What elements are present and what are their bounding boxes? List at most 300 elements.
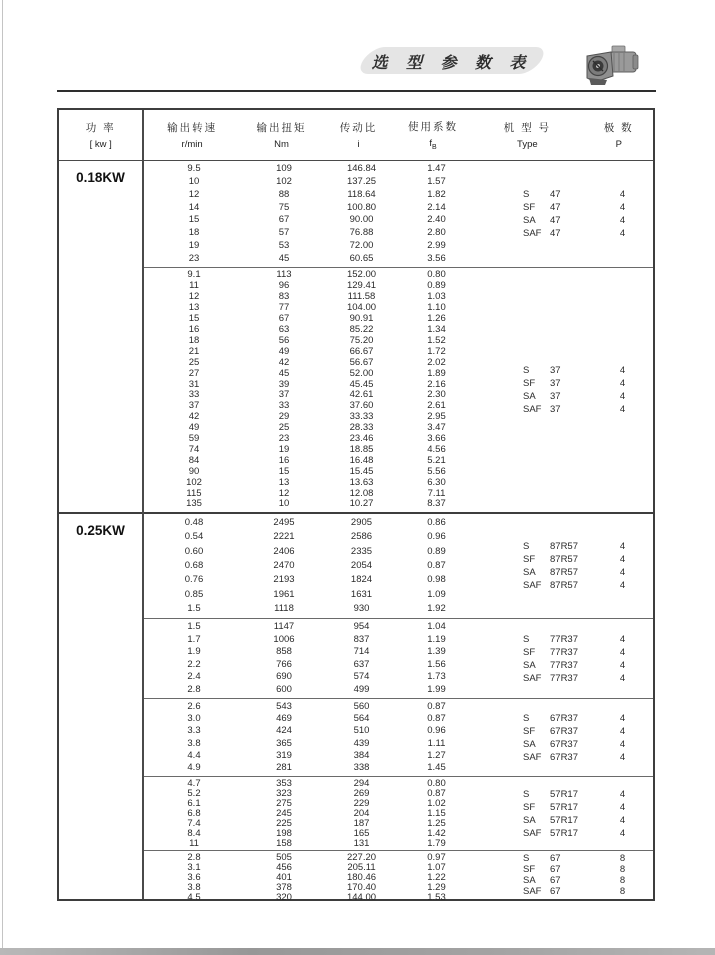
cell-speed: 3.8 <box>187 737 201 749</box>
cell-speed: 6.1 <box>187 798 201 809</box>
cell-torque: 10 <box>278 498 290 510</box>
table-body <box>59 161 653 903</box>
cell-ratio: 2905 <box>350 517 373 529</box>
cell-service-factor: 1.10 <box>427 302 446 314</box>
cell-service-factor: 1.29 <box>427 882 446 893</box>
cell-service-factor: 5.21 <box>427 454 446 466</box>
cell-service-factor: 6.30 <box>427 476 446 488</box>
type-row <box>474 738 657 751</box>
cell-ratio: 72.00 <box>349 239 374 251</box>
cell-ratio: 76.88 <box>349 227 374 239</box>
cell-ratio: 15.45 <box>349 465 374 477</box>
selection-parameter-table <box>57 108 655 901</box>
table-row <box>144 303 653 313</box>
poles-value: 4 <box>619 365 626 376</box>
torque-label-cn: 输出扭矩 <box>256 122 307 134</box>
poles-value: 4 <box>619 827 626 839</box>
cell-ratio: 85.22 <box>349 323 374 335</box>
cell-speed: 115 <box>186 487 202 499</box>
power-rating-label: 0.18KW <box>76 170 125 185</box>
power-label-cn: 功 率 <box>85 122 116 134</box>
table-row <box>144 177 653 187</box>
cell-ratio: 18.85 <box>349 443 374 455</box>
type-row <box>474 886 657 897</box>
poles-unit: P <box>615 139 622 150</box>
type-row <box>474 788 657 801</box>
cell-service-factor: 0.89 <box>427 545 446 557</box>
cell-ratio: 111.58 <box>347 291 376 303</box>
type-row <box>474 553 657 566</box>
model-size: 77R37 <box>550 672 578 684</box>
cell-service-factor: 0.97 <box>427 852 446 863</box>
cell-ratio: 129.41 <box>346 280 377 292</box>
cell-speed: 10 <box>188 176 200 188</box>
cell-speed: 19 <box>188 239 200 251</box>
cell-speed: 12 <box>188 188 200 200</box>
cell-ratio: 170.40 <box>346 882 377 893</box>
cell-torque: 45 <box>278 367 290 379</box>
cell-service-factor: 1.02 <box>427 798 446 809</box>
type-row <box>474 364 657 377</box>
table-row <box>144 518 653 528</box>
cell-ratio: 45.45 <box>349 378 374 390</box>
cell-torque: 323 <box>276 788 292 799</box>
cell-speed: 23 <box>188 252 200 264</box>
cell-speed: 3.6 <box>187 872 201 883</box>
ratio-group <box>144 267 653 512</box>
model-prefix: S <box>523 712 530 724</box>
cell-ratio: 12.08 <box>349 487 374 499</box>
cell-torque: 67 <box>278 214 290 226</box>
cell-speed: 59 <box>188 433 200 445</box>
table-row <box>144 622 653 632</box>
cell-speed: 0.48 <box>184 517 204 529</box>
cell-torque: 102 <box>276 176 292 188</box>
cell-torque: 281 <box>276 761 292 773</box>
cell-speed: 37 <box>188 400 200 412</box>
model-size: 57R17 <box>550 827 578 839</box>
model-size: 67R37 <box>550 738 578 750</box>
cell-speed: 2.2 <box>187 658 201 670</box>
poles-value: 4 <box>619 189 626 200</box>
cell-service-factor: 2.95 <box>427 411 446 423</box>
poles-value: 4 <box>619 404 626 415</box>
cell-service-factor: 1.09 <box>427 588 446 600</box>
column-header-ratio <box>321 120 396 150</box>
cell-ratio: 60.65 <box>349 252 374 264</box>
type-row <box>474 875 657 886</box>
power-unit: [ kw ] <box>89 139 112 150</box>
cell-ratio: 90.00 <box>349 214 374 226</box>
cell-torque: 401 <box>276 872 292 883</box>
model-size: 37 <box>550 378 561 389</box>
cell-ratio: 229 <box>353 798 370 809</box>
cell-ratio: 10.27 <box>349 498 374 510</box>
model-size: 37 <box>550 391 561 402</box>
model-size: 77R37 <box>550 659 578 671</box>
cell-service-factor: 4.56 <box>427 443 446 455</box>
type-row <box>474 853 657 864</box>
table-row <box>144 314 653 324</box>
cell-ratio: 104.00 <box>346 302 377 314</box>
cell-torque: 109 <box>276 163 292 175</box>
cell-speed: 5.2 <box>187 788 201 799</box>
ratio-group <box>144 850 653 903</box>
poles-value: 8 <box>619 853 626 864</box>
column-header-speed <box>142 120 241 150</box>
cell-torque: 49 <box>278 345 290 357</box>
cell-ratio: 294 <box>353 778 370 789</box>
cell-service-factor: 8.37 <box>427 498 446 510</box>
cell-service-factor: 0.96 <box>427 531 446 543</box>
cell-ratio: 100.80 <box>346 201 377 213</box>
type-row <box>474 801 657 814</box>
cell-speed: 11 <box>189 280 199 292</box>
cell-speed: 18 <box>188 227 200 239</box>
model-prefix: SF <box>523 725 536 737</box>
cell-speed: 84 <box>188 454 200 466</box>
poles-value: 8 <box>619 864 626 875</box>
speed-label-cn: 输出转速 <box>167 122 218 134</box>
cell-service-factor: 1.73 <box>427 671 446 683</box>
cell-service-factor: 1.07 <box>427 862 446 873</box>
cell-ratio: 75.20 <box>349 334 374 346</box>
table-row <box>144 685 653 695</box>
cell-ratio: 131 <box>353 838 370 849</box>
cell-torque: 75 <box>278 201 290 213</box>
factor-unit: $f_B$ <box>429 138 437 151</box>
cell-torque: 1006 <box>273 633 295 645</box>
model-type-block <box>474 788 657 840</box>
cell-service-factor: 0.89 <box>427 280 446 292</box>
cell-torque: 469 <box>276 713 292 725</box>
cell-torque: 2193 <box>273 574 295 586</box>
model-size: 47 <box>550 215 561 226</box>
cell-torque: 505 <box>276 852 292 863</box>
cell-ratio: 2054 <box>350 559 373 571</box>
type-row <box>474 227 657 240</box>
cell-service-factor: 1.19 <box>427 633 446 645</box>
model-prefix: SAF <box>523 827 542 839</box>
cell-torque: 456 <box>276 862 292 873</box>
cell-service-factor: 1.82 <box>427 188 446 200</box>
cell-speed: 15 <box>188 214 200 226</box>
model-prefix: SA <box>523 875 536 886</box>
cell-service-factor: 0.80 <box>427 269 446 281</box>
cell-speed: 1.5 <box>187 602 201 614</box>
cell-ratio: 187 <box>353 818 370 829</box>
cell-service-factor: 5.56 <box>427 465 446 477</box>
model-type-block <box>474 540 657 592</box>
cell-torque: 543 <box>276 701 292 713</box>
cell-ratio: 837 <box>353 633 370 645</box>
cell-speed: 90 <box>188 465 200 477</box>
table-row <box>144 270 653 280</box>
cell-speed: 11 <box>189 838 199 849</box>
model-size: 77R37 <box>550 633 578 645</box>
cell-speed: 1.9 <box>187 646 201 658</box>
poles-value: 4 <box>619 554 626 565</box>
cell-service-factor: 1.52 <box>427 334 446 346</box>
cell-service-factor: 0.87 <box>427 788 446 799</box>
cell-ratio: 714 <box>353 646 370 658</box>
cell-service-factor: 1.25 <box>427 818 446 829</box>
cell-ratio: 510 <box>353 725 370 737</box>
ratio-group <box>144 161 653 267</box>
cell-ratio: 118.64 <box>347 188 376 200</box>
factor-label-cn: 使用系数 <box>407 121 458 134</box>
cell-service-factor: 1.89 <box>427 367 446 379</box>
cell-ratio: 1824 <box>350 574 373 586</box>
ratio-group <box>144 698 653 776</box>
model-prefix: SF <box>523 646 536 658</box>
model-prefix: SAF <box>523 228 542 239</box>
poles-value: 4 <box>619 738 626 750</box>
cell-service-factor: 0.96 <box>427 725 446 737</box>
type-row <box>474 188 657 201</box>
cell-torque: 225 <box>276 818 292 829</box>
cell-service-factor: 1.39 <box>427 646 446 658</box>
cell-torque: 378 <box>276 882 292 893</box>
type-row <box>474 712 657 725</box>
cell-speed: 0.68 <box>184 559 204 571</box>
cell-service-factor: 2.30 <box>427 389 446 401</box>
model-size: 77R37 <box>550 646 578 658</box>
table-row <box>144 241 653 251</box>
cell-service-factor: 1.99 <box>427 683 446 695</box>
cell-torque: 113 <box>276 269 292 281</box>
model-size: 37 <box>550 365 561 376</box>
cell-torque: 88 <box>278 188 290 200</box>
model-prefix: SA <box>523 738 536 750</box>
cell-service-factor: 0.87 <box>427 559 446 571</box>
cell-speed: 0.85 <box>184 588 204 600</box>
cell-torque: 766 <box>276 658 292 670</box>
cell-speed: 14 <box>188 201 200 213</box>
cell-service-factor: 1.57 <box>427 176 446 188</box>
power-rating-label: 0.25KW <box>76 523 125 538</box>
page-left-edge <box>2 0 3 955</box>
model-size: 67R37 <box>550 751 578 763</box>
cell-torque: 2470 <box>273 559 295 571</box>
model-size: 47 <box>550 228 561 239</box>
cell-ratio: 2586 <box>350 531 373 543</box>
cell-torque: 39 <box>278 378 290 390</box>
model-unit: Type <box>517 139 538 150</box>
cell-service-factor: 2.16 <box>427 378 446 390</box>
cell-service-factor: 1.26 <box>427 313 446 325</box>
model-size: 67R37 <box>550 725 578 737</box>
model-prefix: SAF <box>523 886 542 897</box>
type-row <box>474 633 657 646</box>
model-prefix: S <box>523 788 530 800</box>
cell-torque: 1961 <box>273 588 295 600</box>
cell-service-factor: 2.02 <box>427 356 446 368</box>
gearmotor-image <box>583 42 641 88</box>
cell-speed: 2.4 <box>187 671 201 683</box>
cell-speed: 2.8 <box>187 852 201 863</box>
speed-unit: r/min <box>181 139 203 150</box>
table-row <box>144 839 653 849</box>
poles-value: 4 <box>619 633 626 645</box>
cell-service-factor: 3.56 <box>427 252 446 264</box>
cell-speed: 4.5 <box>187 892 201 903</box>
cell-ratio: 152.00 <box>346 269 377 281</box>
cell-service-factor: 1.79 <box>427 838 446 849</box>
cell-torque: 23 <box>278 433 290 445</box>
cell-ratio: 180.46 <box>346 872 377 883</box>
title-rule <box>57 90 656 92</box>
cell-ratio: 384 <box>353 749 370 761</box>
cell-speed: 4.7 <box>187 778 201 789</box>
table-row <box>144 423 653 433</box>
cell-torque: 320 <box>276 892 292 903</box>
model-size: 67 <box>550 875 561 886</box>
cell-service-factor: 1.22 <box>427 872 446 883</box>
table-row <box>144 434 653 444</box>
model-size: 67 <box>550 886 561 897</box>
model-prefix: SAF <box>523 580 542 591</box>
poles-value: 4 <box>619 712 626 724</box>
ratio-group <box>144 514 653 618</box>
cell-ratio: 52.00 <box>349 367 374 379</box>
cell-service-factor: 1.42 <box>427 828 446 839</box>
model-prefix: SAF <box>523 751 542 763</box>
poles-value: 4 <box>619 378 626 389</box>
cell-ratio: 90.91 <box>349 313 374 325</box>
table-row <box>144 445 653 455</box>
poles-value: 8 <box>619 886 626 897</box>
cell-speed: 49 <box>188 422 200 434</box>
model-size: 47 <box>550 202 561 213</box>
cell-ratio: 205.11 <box>347 862 376 873</box>
cell-ratio: 227.20 <box>346 852 377 863</box>
cell-torque: 353 <box>276 778 292 789</box>
model-size: 87R57 <box>550 567 578 578</box>
model-type-block <box>474 188 657 240</box>
poles-value: 4 <box>619 659 626 671</box>
model-type-block <box>474 712 657 764</box>
type-row <box>474 827 657 840</box>
ratio-groups <box>144 514 653 903</box>
model-prefix: SA <box>523 215 536 226</box>
cell-torque: 2221 <box>273 531 295 543</box>
cell-torque: 37 <box>278 389 290 401</box>
column-header-power <box>59 120 142 150</box>
power-section <box>59 512 653 903</box>
cell-torque: 198 <box>276 828 292 839</box>
model-size: 67 <box>550 864 561 875</box>
poles-value: 4 <box>619 725 626 737</box>
cell-ratio: 165 <box>353 828 370 839</box>
poles-value: 4 <box>619 580 626 591</box>
cell-speed: 3.0 <box>187 713 201 725</box>
cell-ratio: 37.60 <box>349 400 374 412</box>
cell-service-factor: 3.66 <box>427 433 446 445</box>
type-row <box>474 725 657 738</box>
model-size: 57R17 <box>550 788 578 800</box>
poles-value: 4 <box>619 202 626 213</box>
poles-value: 4 <box>619 788 626 800</box>
cell-speed: 6.8 <box>187 808 201 819</box>
model-prefix: SA <box>523 814 536 826</box>
cell-speed: 1.5 <box>187 621 201 633</box>
cell-speed: 9.5 <box>187 163 201 175</box>
cell-service-factor: 0.86 <box>427 517 446 529</box>
cell-speed: 4.9 <box>187 761 201 773</box>
table-row <box>144 336 653 346</box>
page-title: 选 型 参 数 表 <box>371 55 533 72</box>
cell-speed: 33 <box>188 389 200 401</box>
model-prefix: S <box>523 365 530 376</box>
power-section <box>59 161 653 512</box>
cell-torque: 42 <box>278 356 290 368</box>
cell-speed: 25 <box>188 356 200 368</box>
cell-torque: 67 <box>278 313 290 325</box>
table-row <box>144 763 653 773</box>
cell-service-factor: 2.14 <box>427 201 446 213</box>
cell-ratio: 560 <box>353 701 370 713</box>
poles-label-cn: 极 数 <box>603 122 634 134</box>
cell-service-factor: 0.98 <box>427 574 446 586</box>
cell-ratio: 499 <box>353 683 370 695</box>
cell-torque: 424 <box>276 725 292 737</box>
type-row <box>474 751 657 764</box>
type-row <box>474 659 657 672</box>
model-type-block <box>474 364 657 416</box>
cell-torque: 690 <box>276 671 292 683</box>
poles-value: 4 <box>619 751 626 763</box>
cell-service-factor: 1.47 <box>427 163 446 175</box>
model-size: 37 <box>550 404 561 415</box>
cell-service-factor: 1.56 <box>427 658 446 670</box>
cell-service-factor: 3.47 <box>427 422 446 434</box>
cell-speed: 7.4 <box>187 818 201 829</box>
cell-torque: 2406 <box>273 545 295 557</box>
cell-ratio: 66.67 <box>349 345 374 357</box>
column-header-torque <box>242 120 321 150</box>
cell-torque: 16 <box>278 454 290 466</box>
poles-value: 4 <box>619 391 626 402</box>
cell-service-factor: 0.87 <box>427 701 446 713</box>
cell-speed: 135 <box>186 498 202 510</box>
cell-service-factor: 1.11 <box>427 737 446 749</box>
model-prefix: SAF <box>523 672 542 684</box>
cell-ratio: 338 <box>353 761 370 773</box>
table-row <box>144 478 653 488</box>
cell-service-factor: 1.45 <box>427 761 446 773</box>
table-header <box>59 110 653 161</box>
type-row <box>474 864 657 875</box>
ratio-group <box>144 618 653 698</box>
poles-value: 4 <box>619 814 626 826</box>
type-row <box>474 672 657 685</box>
cell-torque: 319 <box>276 749 292 761</box>
cell-speed: 8.4 <box>187 828 201 839</box>
column-header-poles <box>584 120 653 150</box>
power-column-divider <box>142 110 144 899</box>
poles-value: 8 <box>619 875 626 886</box>
torque-unit: Nm <box>274 139 289 150</box>
page-bottom-bar <box>0 948 715 955</box>
type-row <box>474 579 657 592</box>
cell-torque: 1147 <box>273 621 295 633</box>
type-row <box>474 566 657 579</box>
cell-service-factor: 0.87 <box>427 713 446 725</box>
table-row <box>144 604 653 614</box>
cell-torque: 19 <box>278 443 290 455</box>
model-size: 67R37 <box>550 712 578 724</box>
